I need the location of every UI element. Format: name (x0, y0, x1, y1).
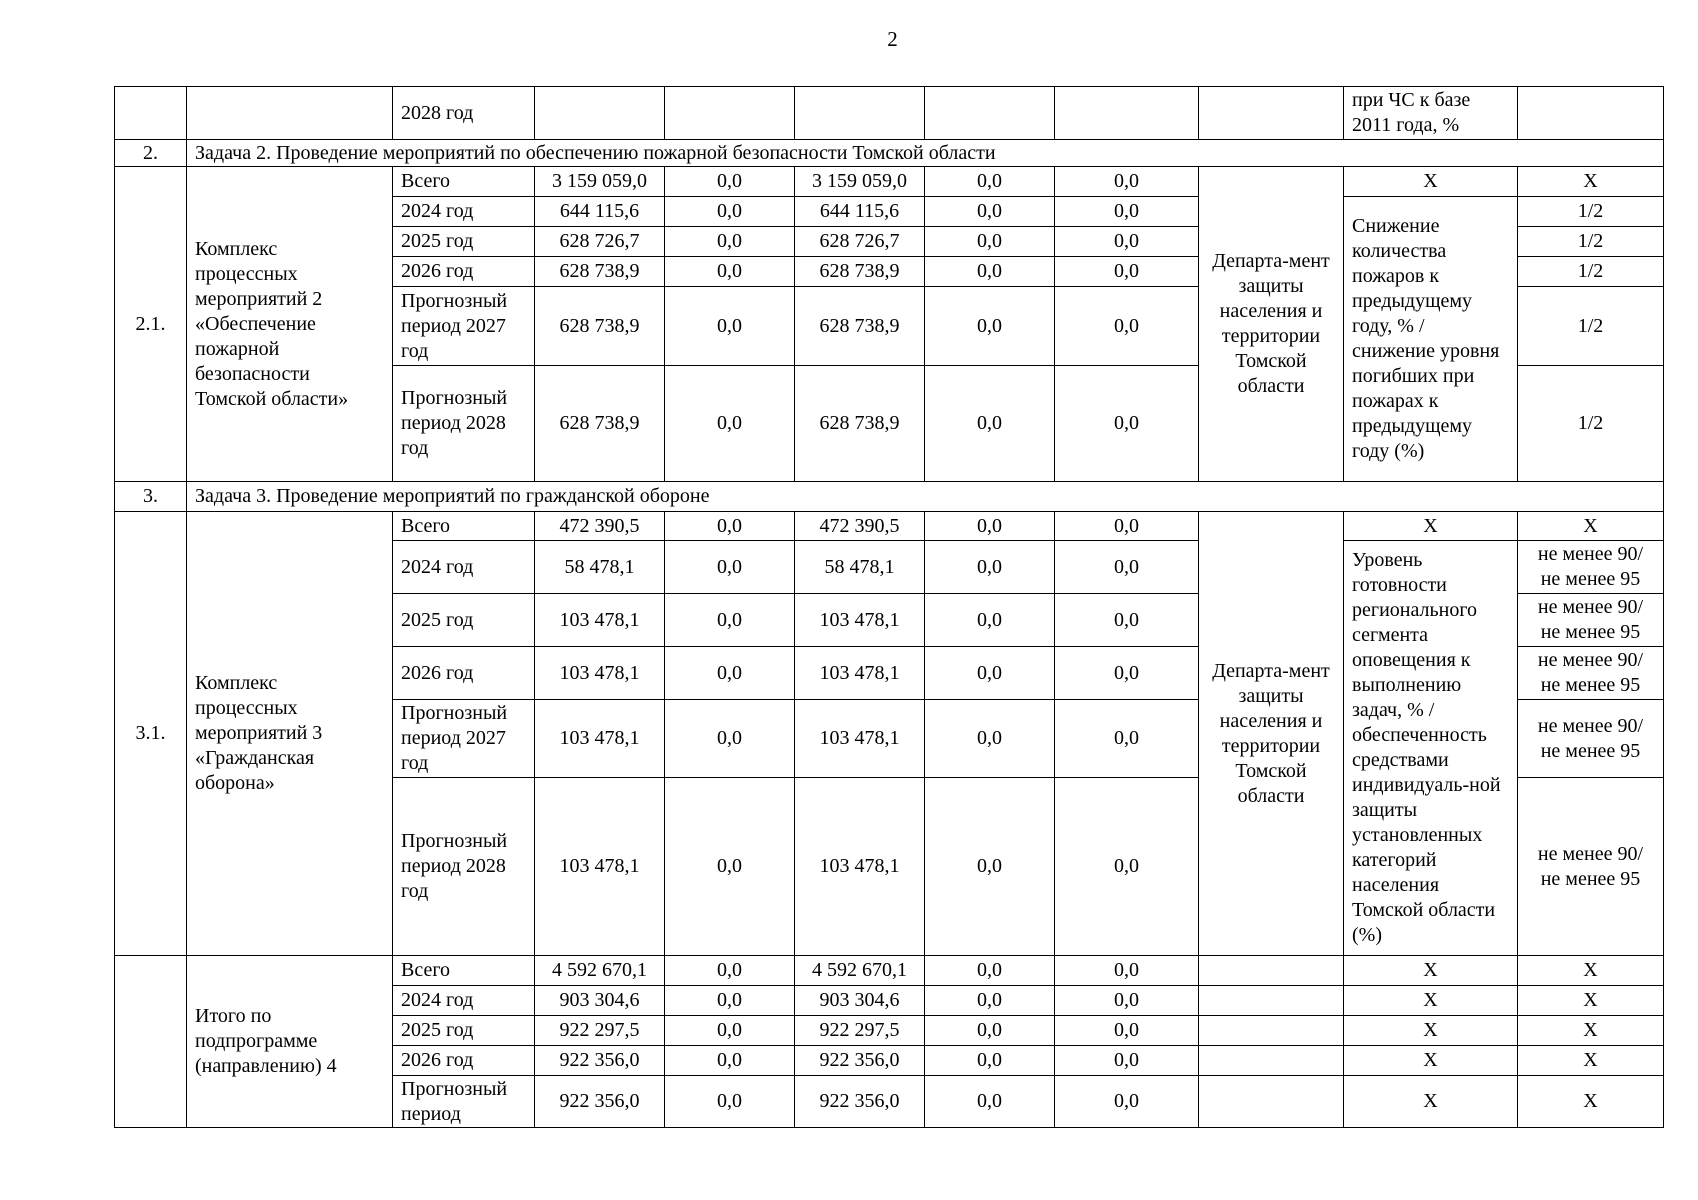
empty-cell (115, 956, 187, 1128)
page-number: 2 (887, 27, 898, 51)
value-cell: 922 297,5 (535, 1016, 665, 1046)
value-cell: 0,0 (1055, 512, 1199, 541)
target-value-cell: X (1518, 1016, 1664, 1046)
value-cell: 472 390,5 (795, 512, 925, 541)
value-cell: 103 478,1 (535, 594, 665, 647)
value-cell: 628 738,9 (535, 366, 665, 482)
value-cell: 0,0 (925, 778, 1055, 956)
value-cell: 628 726,7 (535, 227, 665, 257)
value-cell: 0,0 (925, 287, 1055, 366)
value-cell: 644 115,6 (795, 197, 925, 227)
value-cell: 0,0 (925, 366, 1055, 482)
target-value-cell: 1/2 (1518, 366, 1664, 482)
indicator-cell: X (1344, 1046, 1518, 1076)
value-cell: 3 159 059,0 (795, 167, 925, 197)
value-cell: 628 726,7 (795, 227, 925, 257)
value-cell: 0,0 (665, 594, 795, 647)
value-cell: 628 738,9 (535, 287, 665, 366)
activity-name: Комплекс процессных мероприятий 2 «Обеспечение пожарной безопасности Томской области» (187, 167, 393, 482)
target-value-cell: X (1518, 1046, 1664, 1076)
value-cell: 0,0 (1055, 1016, 1199, 1046)
value-cell: 0,0 (665, 1076, 795, 1128)
indicator-cell: X (1344, 986, 1518, 1016)
value-cell: 628 738,9 (535, 257, 665, 287)
target-value-cell: не менее 90/ не менее 95 (1518, 647, 1664, 700)
period-cell: Всего (393, 956, 535, 986)
target-value-cell: не менее 90/ не менее 95 (1518, 778, 1664, 956)
empty-cell (1199, 1016, 1344, 1046)
value-cell: 0,0 (1055, 986, 1199, 1016)
value-cell: 0,0 (665, 257, 795, 287)
value-cell: 0,0 (925, 647, 1055, 700)
value-cell: 0,0 (925, 1016, 1055, 1046)
target-value-cell: X (1518, 167, 1664, 197)
value-cell: 4 592 670,1 (535, 956, 665, 986)
value-cell: 0,0 (1055, 778, 1199, 956)
value-cell: 0,0 (1055, 1076, 1199, 1128)
value-cell: 0,0 (665, 778, 795, 956)
value-cell: 103 478,1 (795, 647, 925, 700)
task-number: 2. (115, 140, 187, 167)
value-cell: 0,0 (925, 167, 1055, 197)
value-cell: 0,0 (665, 956, 795, 986)
period-cell: 2026 год (393, 647, 535, 700)
period-cell: Прогнозный период (393, 1076, 535, 1128)
value-cell: 58 478,1 (795, 541, 925, 594)
value-cell: 0,0 (925, 956, 1055, 986)
target-value-cell: 1/2 (1518, 227, 1664, 257)
value-cell: 3 159 059,0 (535, 167, 665, 197)
value-cell: 0,0 (665, 700, 795, 778)
empty-cell (1199, 956, 1344, 986)
target-value-cell: X (1518, 986, 1664, 1016)
indicator-cell: X (1344, 167, 1518, 197)
value-cell: 0,0 (1055, 167, 1199, 197)
target-value-cell: не менее 90/ не менее 95 (1518, 700, 1664, 778)
value-cell: 0,0 (1055, 956, 1199, 986)
indicator-cell: Снижение количества пожаров к предыдущему году, % / снижение уровня погибших при пожарах к предыдущему году (%) (1344, 197, 1518, 482)
value-cell: 0,0 (925, 1076, 1055, 1128)
task-header-row (115, 140, 1664, 167)
target-value-cell: не менее 90/ не менее 95 (1518, 594, 1664, 647)
value-cell: 0,0 (665, 647, 795, 700)
value-cell: 922 297,5 (795, 1016, 925, 1046)
value-cell: 0,0 (665, 1046, 795, 1076)
value-cell: 0,0 (925, 594, 1055, 647)
value-cell: 628 738,9 (795, 257, 925, 287)
empty-cell (1199, 1046, 1344, 1076)
table-row (115, 87, 1664, 140)
program-funding-table (114, 86, 1664, 1128)
task-title: Задача 2. Проведение мероприятий по обеспечению пожарной безопасности Томской области (187, 140, 1664, 167)
value-cell: 0,0 (665, 541, 795, 594)
table-row (115, 512, 1664, 541)
value-cell: 922 356,0 (535, 1046, 665, 1076)
value-cell: 0,0 (665, 167, 795, 197)
value-cell: 0,0 (665, 986, 795, 1016)
value-cell: 103 478,1 (795, 778, 925, 956)
value-cell: 0,0 (925, 1046, 1055, 1076)
value-cell: 922 356,0 (795, 1076, 925, 1128)
value-cell: 103 478,1 (535, 778, 665, 956)
period-cell: 2028 год (393, 87, 535, 140)
indicator-cell: при ЧС к базе 2011 года, % (1344, 87, 1518, 140)
value-cell: 644 115,6 (535, 197, 665, 227)
task-header-row (115, 482, 1664, 512)
period-cell: 2024 год (393, 197, 535, 227)
value-cell: 0,0 (925, 512, 1055, 541)
totals-name: Итого по подпрограмме (направлению) 4 (187, 956, 393, 1128)
target-value-cell: 1/2 (1518, 197, 1664, 227)
responsible-dept: Департа-мент защиты населения и территории Томской области (1199, 167, 1344, 482)
value-cell: 103 478,1 (535, 647, 665, 700)
value-cell: 903 304,6 (535, 986, 665, 1016)
value-cell: 0,0 (925, 700, 1055, 778)
target-value-cell: X (1518, 956, 1664, 986)
table-row (115, 956, 1664, 986)
value-cell: 922 356,0 (795, 1046, 925, 1076)
period-cell: Прогнозный период 2028 год (393, 778, 535, 956)
value-cell: 0,0 (665, 366, 795, 482)
value-cell: 58 478,1 (535, 541, 665, 594)
empty-cell (1199, 986, 1344, 1016)
value-cell: 0,0 (1055, 541, 1199, 594)
target-value-cell: X (1518, 1076, 1664, 1128)
value-cell: 0,0 (1055, 594, 1199, 647)
value-cell: 4 592 670,1 (795, 956, 925, 986)
indicator-cell: X (1344, 1076, 1518, 1128)
value-cell: 103 478,1 (795, 700, 925, 778)
value-cell: 0,0 (1055, 257, 1199, 287)
target-value-cell: X (1518, 512, 1664, 541)
indicator-cell: X (1344, 1016, 1518, 1046)
responsible-dept: Департа-мент защиты населения и территории Томской области (1199, 512, 1344, 956)
indicator-cell: X (1344, 956, 1518, 986)
value-cell: 903 304,6 (795, 986, 925, 1016)
period-cell: 2026 год (393, 1046, 535, 1076)
target-value-cell: 1/2 (1518, 287, 1664, 366)
empty-cell (187, 87, 393, 140)
value-cell: 0,0 (665, 1016, 795, 1046)
item-number: 3.1. (115, 512, 187, 956)
period-cell: 2026 год (393, 257, 535, 287)
period-cell: 2025 год (393, 227, 535, 257)
value-cell: 0,0 (1055, 227, 1199, 257)
value-cell: 0,0 (925, 197, 1055, 227)
period-cell: Прогнозный период 2027 год (393, 287, 535, 366)
empty-cell (1199, 1076, 1344, 1128)
value-cell: 628 738,9 (795, 366, 925, 482)
period-cell: 2025 год (393, 1016, 535, 1046)
period-cell: Всего (393, 167, 535, 197)
value-cell: 0,0 (1055, 287, 1199, 366)
target-value-cell: не менее 90/ не менее 95 (1518, 541, 1664, 594)
period-cell: Прогнозный период 2028 год (393, 366, 535, 482)
value-cell: 103 478,1 (535, 700, 665, 778)
value-cell: 0,0 (925, 227, 1055, 257)
value-cell: 103 478,1 (795, 594, 925, 647)
value-cell: 0,0 (1055, 366, 1199, 482)
value-cell: 922 356,0 (535, 1076, 665, 1128)
value-cell: 0,0 (925, 257, 1055, 287)
value-cell: 0,0 (665, 287, 795, 366)
value-cell: 0,0 (1055, 700, 1199, 778)
value-cell: 0,0 (1055, 197, 1199, 227)
indicator-cell: X (1344, 512, 1518, 541)
period-cell: Прогнозный период 2027 год (393, 700, 535, 778)
period-cell: 2024 год (393, 541, 535, 594)
item-number: 2.1. (115, 167, 187, 482)
period-cell: 2025 год (393, 594, 535, 647)
empty-cell (115, 87, 187, 140)
period-cell: 2024 год (393, 986, 535, 1016)
value-cell: 0,0 (665, 227, 795, 257)
value-cell: 0,0 (925, 986, 1055, 1016)
value-cell: 628 738,9 (795, 287, 925, 366)
indicator-cell: Уровень готовности регионального сегмента оповещения к выполнению задач, % / обеспеченность средствами индивидуаль-ной защиты установленных категорий населения Томской области (%) (1344, 541, 1518, 956)
period-cell: Всего (393, 512, 535, 541)
table-row (115, 167, 1664, 197)
task-title: Задача 3. Проведение мероприятий по гражданской обороне (187, 482, 1664, 512)
activity-name: Комплекс процессных мероприятий 3 «Гражданская оборона» (187, 512, 393, 956)
value-cell: 0,0 (925, 541, 1055, 594)
task-number: 3. (115, 482, 187, 512)
value-cell: 0,0 (1055, 1046, 1199, 1076)
value-cell: 0,0 (1055, 647, 1199, 700)
target-value-cell: 1/2 (1518, 257, 1664, 287)
value-cell: 0,0 (665, 197, 795, 227)
value-cell: 472 390,5 (535, 512, 665, 541)
value-cell: 0,0 (665, 512, 795, 541)
